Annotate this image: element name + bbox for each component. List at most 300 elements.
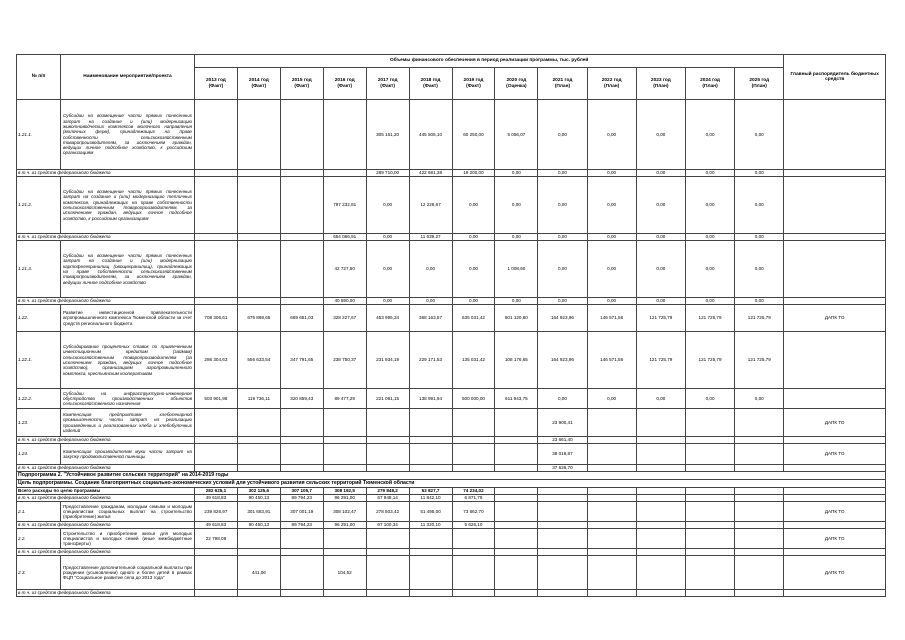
value-cell: 302 125,6 <box>237 488 280 495</box>
value-cell: 289 710,00 <box>366 170 409 177</box>
value-cell: 74 234,02 <box>452 488 495 495</box>
value-cell <box>409 549 452 556</box>
value-cell: 121 725,79 <box>735 332 784 389</box>
value-cell: 221 061,15 <box>366 389 409 409</box>
value-cell <box>538 495 587 502</box>
header-distributor: Главный распорядитель бюджетных средств <box>784 55 886 100</box>
value-cell: 0,00 <box>735 170 784 177</box>
value-cell <box>685 495 734 502</box>
value-cell <box>538 549 587 556</box>
value-cell <box>538 529 587 549</box>
row-name: Строительство и приобретение жилья для молодых специалистов и молодых семей (иные межбюджетные трансферты) <box>60 529 194 549</box>
value-cell <box>495 465 538 472</box>
value-cell: 0,00 <box>685 170 734 177</box>
value-cell: 231 934,19 <box>366 332 409 389</box>
distributor-cell <box>784 234 886 241</box>
row-code: 1.23. <box>17 409 61 437</box>
value-cell <box>323 170 366 177</box>
federal-row <box>17 590 886 597</box>
value-cell <box>735 522 784 529</box>
value-cell <box>194 549 237 556</box>
header-year <box>685 68 734 100</box>
value-cell: 0,00 <box>538 100 587 170</box>
value-cell: 0,00 <box>735 241 784 298</box>
year-label: 2014 год <box>248 78 269 84</box>
value-cell <box>538 502 587 522</box>
table-row <box>17 409 886 437</box>
value-cell: 0,00 <box>685 234 734 241</box>
value-cell: 89 477,29 <box>323 389 366 409</box>
year-label: 2016 год <box>334 78 355 84</box>
value-cell <box>636 409 685 437</box>
value-cell <box>237 234 280 241</box>
value-cell <box>409 529 452 549</box>
value-cell <box>587 502 636 522</box>
federal-label: в т.ч. из средств федерального бюджета <box>17 465 195 472</box>
value-cell: 0,00 <box>636 389 685 409</box>
header-year <box>323 68 366 100</box>
federal-label: в т.ч. из средств федерального бюджета <box>17 549 195 556</box>
value-cell: 441,06 <box>237 556 280 590</box>
value-cell: 611 943,75 <box>495 389 538 409</box>
value-cell <box>495 409 538 437</box>
value-cell: 453 995,34 <box>366 305 409 332</box>
value-cell <box>323 529 366 549</box>
value-cell: 0,00 <box>636 100 685 170</box>
value-cell: 0,00 <box>587 100 636 170</box>
value-cell: 0,00 <box>735 234 784 241</box>
value-cell <box>237 241 280 298</box>
value-cell <box>587 529 636 549</box>
year-kind: (План) <box>751 83 767 89</box>
value-cell <box>685 437 734 444</box>
value-cell <box>452 444 495 465</box>
value-cell: 239 826,97 <box>194 502 237 522</box>
value-cell: 23 900,41 <box>538 409 587 437</box>
header-year <box>237 68 280 100</box>
value-cell <box>237 590 280 597</box>
year-kind: (Факт) <box>251 83 267 89</box>
value-cell <box>636 437 685 444</box>
value-cell: 347 791,65 <box>280 332 323 389</box>
value-cell <box>636 529 685 549</box>
value-cell: 0,00 <box>636 170 685 177</box>
value-cell: 669 651,03 <box>280 305 323 332</box>
value-cell: 89 794,23 <box>280 522 323 529</box>
value-cell <box>735 409 784 437</box>
value-cell: 0,00 <box>366 298 409 305</box>
federal-label: в т.ч. из средств федерального бюджета <box>17 495 195 502</box>
value-cell <box>538 590 587 597</box>
federal-label: в т.ч. из средств федерального бюджета <box>17 234 195 241</box>
year-kind: (Факт) <box>380 83 395 89</box>
value-cell <box>735 590 784 597</box>
value-cell <box>587 444 636 465</box>
year-kind: (План) <box>604 83 620 89</box>
value-cell: 307 105,7 <box>280 488 323 495</box>
value-cell <box>452 409 495 437</box>
value-cell: 164 923,96 <box>538 305 587 332</box>
value-cell <box>452 590 495 597</box>
value-cell <box>280 556 323 590</box>
header-year <box>735 68 784 100</box>
value-cell <box>280 100 323 170</box>
value-cell: 0,00 <box>495 170 538 177</box>
value-cell <box>452 437 495 444</box>
value-cell <box>587 590 636 597</box>
value-cell <box>194 465 237 472</box>
value-cell: 422 681,38 <box>409 170 452 177</box>
value-cell <box>685 465 734 472</box>
table-row <box>17 502 886 522</box>
value-cell: 19 200,00 <box>452 170 495 177</box>
value-cell: 368 163,57 <box>409 305 452 332</box>
value-cell <box>194 241 237 298</box>
value-cell: 0,00 <box>735 298 784 305</box>
value-cell <box>636 465 685 472</box>
year-kind: (Факт) <box>208 83 224 89</box>
federal-row <box>17 170 886 177</box>
table-row <box>17 332 886 389</box>
value-cell <box>587 409 636 437</box>
value-cell: 67 100,34 <box>366 522 409 529</box>
distributor-cell <box>784 590 886 597</box>
value-cell: 445 506,10 <box>409 100 452 170</box>
distributor-cell: ДАПК ТО <box>784 502 886 522</box>
value-cell: 307 001,19 <box>280 502 323 522</box>
distributor-cell <box>784 437 886 444</box>
value-cell: 0,00 <box>587 177 636 234</box>
value-cell <box>636 556 685 590</box>
value-cell <box>685 488 734 495</box>
value-cell <box>735 549 784 556</box>
value-cell: 60 250,00 <box>452 100 495 170</box>
value-cell <box>366 529 409 549</box>
value-cell: 0,00 <box>495 177 538 234</box>
value-cell: 11 639,27 <box>409 234 452 241</box>
row-code: 1.21.2. <box>17 177 61 234</box>
value-cell <box>685 409 734 437</box>
header-year <box>538 68 587 100</box>
value-cell <box>194 444 237 465</box>
value-cell: 0,00 <box>587 298 636 305</box>
table-row <box>17 529 886 549</box>
value-cell <box>194 590 237 597</box>
value-cell <box>194 556 237 590</box>
value-cell <box>735 529 784 549</box>
value-cell: 0,00 <box>735 389 784 409</box>
year-kind: (План) <box>653 83 669 89</box>
distributor-cell: ДАПК ТО <box>784 409 886 437</box>
value-cell: 108 176,65 <box>495 332 538 389</box>
row-code: 2.1. <box>17 502 61 522</box>
goal-title: Цель подпрограммы. Создание благоприятных социально-экономических условий для устойчивого развития сельских территорий Тюменской области <box>17 480 886 488</box>
value-cell: 5 626,10 <box>452 522 495 529</box>
header-name: Наименование мероприятия/проекта <box>60 55 194 100</box>
value-cell: 12 226,67 <box>409 177 452 234</box>
total-row <box>17 488 886 495</box>
value-cell <box>685 549 734 556</box>
value-cell: 40 590,00 <box>323 298 366 305</box>
value-cell <box>237 465 280 472</box>
value-cell: 49 618,83 <box>194 495 237 502</box>
value-cell: 0,00 <box>636 241 685 298</box>
value-cell <box>735 495 784 502</box>
value-cell: 282 625,1 <box>194 488 237 495</box>
year-label: 2013 год <box>206 78 226 84</box>
value-cell: 0,00 <box>587 170 636 177</box>
value-cell <box>495 549 538 556</box>
header-no: № п/п <box>17 55 61 100</box>
table-row <box>17 100 886 170</box>
row-name: Субсидии на возмещение части прямых понесенных затрат на создание и (или) модернизацию животноводческих комплексов молочного направления (молочных ферм), принадлежащих на праве собственности сельскохозяйственным товаропроизводителям, за исключением граждан, ведущих личное подсобное хозяйство, к российским организациям <box>60 100 194 170</box>
value-cell <box>237 444 280 465</box>
year-kind: (Факт) <box>337 83 353 89</box>
value-cell: 67 948,14 <box>366 495 409 502</box>
value-cell: 0,00 <box>587 389 636 409</box>
value-cell: 121 725,79 <box>636 332 685 389</box>
federal-label: в т.ч. из средств федерального бюджета <box>17 437 195 444</box>
value-cell <box>280 529 323 549</box>
value-cell <box>735 444 784 465</box>
value-cell: 0,00 <box>685 298 734 305</box>
value-cell: 0,00 <box>409 241 452 298</box>
year-kind: (Оценка) <box>506 83 527 89</box>
value-cell <box>409 444 452 465</box>
value-cell: 89 794,23 <box>280 495 323 502</box>
value-cell: 675 869,65 <box>237 305 280 332</box>
value-cell: 0,00 <box>538 234 587 241</box>
value-cell: 138 991,94 <box>409 389 452 409</box>
value-cell: 164 923,96 <box>538 332 587 389</box>
value-cell <box>452 465 495 472</box>
distributor-cell <box>784 522 886 529</box>
federal-row <box>17 549 886 556</box>
value-cell: 286 304,63 <box>194 332 237 389</box>
value-cell <box>735 437 784 444</box>
value-cell: 0,00 <box>636 177 685 234</box>
value-cell <box>323 444 366 465</box>
year-label: 2017 год <box>377 78 398 84</box>
distributor-cell <box>784 465 886 472</box>
year-label: 2025 год <box>749 78 770 84</box>
table-row <box>17 177 886 234</box>
value-cell <box>587 488 636 495</box>
value-cell <box>685 444 734 465</box>
row-name: Предоставление дополнительной социальной выплаты при рождении (усыновлении) одного и более детей в рамках ФЦП "Социальное развитие села до 2013 года" <box>60 556 194 590</box>
value-cell <box>280 437 323 444</box>
table-row <box>17 241 886 298</box>
value-cell <box>366 549 409 556</box>
value-cell: 121 725,79 <box>685 332 734 389</box>
value-cell <box>194 437 237 444</box>
value-cell: 42 727,50 <box>323 241 366 298</box>
distributor-cell: ДАПК ТО <box>784 444 886 465</box>
value-cell: 90 450,13 <box>237 495 280 502</box>
value-cell: 0,00 <box>538 177 587 234</box>
value-cell <box>495 444 538 465</box>
distributor-cell <box>784 177 886 234</box>
year-label: 2018 год <box>420 78 441 84</box>
value-cell <box>587 465 636 472</box>
value-cell <box>495 495 538 502</box>
value-cell <box>587 522 636 529</box>
value-cell: 0,00 <box>636 298 685 305</box>
value-cell <box>636 502 685 522</box>
federal-row <box>17 465 886 472</box>
value-cell <box>366 556 409 590</box>
value-cell: 38 016,87 <box>538 444 587 465</box>
value-cell: 0,00 <box>452 298 495 305</box>
value-cell <box>280 444 323 465</box>
value-cell: 96 291,00 <box>323 522 366 529</box>
value-cell <box>409 590 452 597</box>
year-label: 2019 год <box>463 78 484 84</box>
value-cell: 654 066,91 <box>323 234 366 241</box>
value-cell: 51 495,00 <box>409 502 452 522</box>
value-cell <box>452 529 495 549</box>
value-cell: 635 031,42 <box>452 305 495 332</box>
value-cell: 1 008,60 <box>495 241 538 298</box>
value-cell: 5 056,07 <box>495 100 538 170</box>
value-cell: 96 291,00 <box>323 495 366 502</box>
value-cell: 0,00 <box>587 234 636 241</box>
value-cell <box>636 549 685 556</box>
header-year <box>366 68 409 100</box>
distributor-cell <box>784 549 886 556</box>
value-cell <box>323 100 366 170</box>
value-cell: 0,00 <box>636 234 685 241</box>
distributor-cell <box>784 241 886 298</box>
value-cell: 49 618,83 <box>194 522 237 529</box>
row-code: 1.21.3. <box>17 241 61 298</box>
row-code: 2.2. <box>17 529 61 549</box>
value-cell <box>280 465 323 472</box>
value-cell: 0,00 <box>685 100 734 170</box>
row-name: Развитие инвестиционной привлекательности агропромышленного комплекса Тюменской области за счет средств регионального бюджета <box>60 305 194 332</box>
header-year <box>194 68 237 100</box>
value-cell: 308 102,47 <box>323 502 366 522</box>
value-cell: 0,00 <box>495 234 538 241</box>
year-kind: (Факт) <box>294 83 310 89</box>
value-cell: 0,00 <box>452 241 495 298</box>
value-cell <box>495 529 538 549</box>
value-cell <box>366 444 409 465</box>
year-label: 2020 год <box>506 78 527 84</box>
value-cell <box>194 100 237 170</box>
value-cell <box>237 170 280 177</box>
year-kind: (План) <box>702 83 718 89</box>
value-cell <box>409 465 452 472</box>
row-code: 2.3. <box>17 556 61 590</box>
value-cell: 11 320,10 <box>409 522 452 529</box>
table-body <box>17 100 886 597</box>
value-cell <box>735 465 784 472</box>
value-cell <box>409 437 452 444</box>
value-cell <box>194 170 237 177</box>
value-cell: 11 842,10 <box>409 495 452 502</box>
value-cell <box>495 502 538 522</box>
federal-label: в т.ч. из средств федерального бюджета <box>17 298 195 305</box>
value-cell: 23 661,40 <box>538 437 587 444</box>
value-cell <box>685 522 734 529</box>
value-cell: 328 227,67 <box>323 305 366 332</box>
federal-row <box>17 522 886 529</box>
row-code: 1.24. <box>17 444 61 465</box>
row-code: 1.22. <box>17 305 61 332</box>
row-name: Компенсация предприятиям хлебопекарной промышленности части затрат на реализацию произведенных и реализованных хлеба и хлебобулочных изделий <box>60 409 194 437</box>
header-year <box>280 68 323 100</box>
year-label: 2024 год <box>700 78 720 84</box>
year-kind: (Факт) <box>423 83 438 89</box>
value-cell <box>323 465 366 472</box>
value-cell: 0,00 <box>685 241 734 298</box>
value-cell <box>280 590 323 597</box>
budget-table <box>16 54 886 597</box>
value-cell <box>366 409 409 437</box>
value-cell <box>685 590 734 597</box>
value-cell: 0,00 <box>538 298 587 305</box>
year-label: 2021 год <box>552 78 573 84</box>
value-cell <box>735 556 784 590</box>
value-cell: 73 662,70 <box>452 502 495 522</box>
value-cell: 500 000,00 <box>452 389 495 409</box>
year-label: 2022 год <box>601 78 622 84</box>
distributor-cell <box>784 170 886 177</box>
value-cell: 0,00 <box>685 177 734 234</box>
value-cell <box>237 529 280 549</box>
distributor-cell <box>784 100 886 170</box>
federal-row <box>17 298 886 305</box>
value-cell: 238 750,37 <box>323 332 366 389</box>
value-cell <box>495 556 538 590</box>
federal-label: в т.ч. из средств федерального бюджета <box>17 590 195 597</box>
value-cell <box>323 590 366 597</box>
value-cell: 121 725,79 <box>735 305 784 332</box>
value-cell: 0,00 <box>452 234 495 241</box>
value-cell <box>452 549 495 556</box>
value-cell: 0,00 <box>735 177 784 234</box>
value-cell <box>194 298 237 305</box>
value-cell <box>495 488 538 495</box>
value-cell <box>366 437 409 444</box>
federal-row <box>17 234 886 241</box>
value-cell <box>587 549 636 556</box>
value-cell: 503 901,98 <box>194 389 237 409</box>
total-label: Всего расходы по целю программы <box>17 488 195 495</box>
distributor-cell: ДАПК ТО <box>784 529 886 549</box>
value-cell <box>237 409 280 437</box>
table-row <box>17 305 886 332</box>
value-cell <box>280 298 323 305</box>
value-cell <box>587 495 636 502</box>
row-name: Субсидирование процентных ставок по привлеченным инвестиционным кредитам (займам) сельскохозяйственным товаропроизводителям (за исключением граждан, ведущих личное подсобное хозяйство), организациям агропромышленного комплекса, крестьянским кооперативам <box>60 332 194 389</box>
value-cell <box>323 549 366 556</box>
value-cell <box>495 590 538 597</box>
value-cell <box>366 590 409 597</box>
row-name: Субсидии на инфраструктурно-инженерное обустройство производственных объектов сельскохозяйственного назначения <box>60 389 194 409</box>
value-cell: 6 871,79 <box>452 495 495 502</box>
row-name: Субсидии на возмещение части прямых понесенных затрат на создание и (или) модернизацию тепличных комплексов, принадлежащих на праве собственности сельскохозяйственным товаропроизводителям, за исключением граждан, ведущих личное подсобное хозяйство, к российским организациям <box>60 177 194 234</box>
value-cell <box>237 298 280 305</box>
value-cell: 146 571,56 <box>587 332 636 389</box>
value-cell <box>323 409 366 437</box>
value-cell: 146 571,56 <box>587 305 636 332</box>
value-cell: 601 120,60 <box>495 305 538 332</box>
value-cell: 0,00 <box>538 241 587 298</box>
subprogram-title: Подпрограмма 2. "Устойчивое развитие сельских территорий" на 2014-2019 годы <box>17 472 886 480</box>
value-cell: 121 725,79 <box>685 305 734 332</box>
